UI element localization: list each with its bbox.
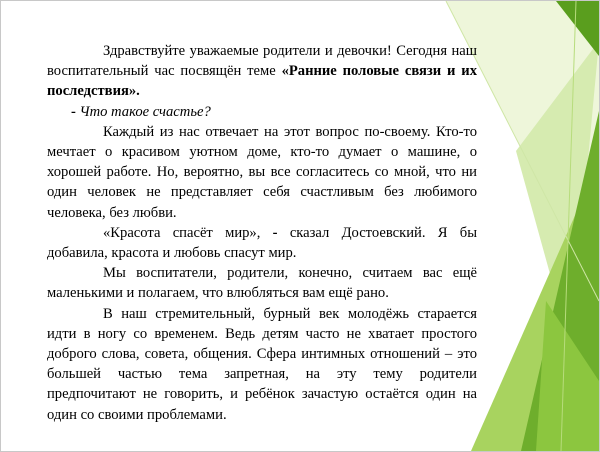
text-run: Что такое счастье? [79, 103, 211, 120]
text-run: «Красота спасёт мир», [103, 224, 273, 241]
text-run: Мы воспитатели, родители, конечно, считаем вас ещё маленькими и полагаем, что влюбляться вам ещё рано. [47, 265, 477, 302]
paragraph [47, 263, 477, 303]
text-run: - [71, 103, 80, 120]
paragraph [47, 223, 477, 263]
text-run: сказал Достоевский. Я бы добавила, красота и любовь спасут мир. [47, 224, 477, 262]
slide-text [47, 41, 477, 425]
text-run: - [272, 224, 278, 241]
text-run: Здравствуйте уважаемые родители и девочки! Сегодня наш воспитательный час посвящён теме [47, 43, 477, 80]
text-run: В наш стремительный, бурный век молодёжь старается идти в ногу со временем. Ведь детям часто не хватает простого доброго слова, совета, общения. Сфера интимных отношений – это большей частью тема запретная, на эту тему родители предпочитают не говорить, и ребёнок зачастую остаётся один на один со своими проблемами. [47, 305, 477, 423]
text-run: «Ранние половые связи и их последствия». [47, 63, 477, 100]
paragraph [47, 102, 477, 122]
text-run: Каждый из нас отвечает на этот вопрос по-своему. Кто-то мечтает о красивом уютном доме, кто-то думает о машине, о хорошей работе. Но, вероятно, вы все согласитесь со мной, что ни один человек не представляет себя счастливым без любимого человека, без любви. [47, 123, 477, 221]
paragraph [47, 304, 477, 425]
paragraph [47, 122, 477, 223]
paragraph [47, 41, 477, 102]
